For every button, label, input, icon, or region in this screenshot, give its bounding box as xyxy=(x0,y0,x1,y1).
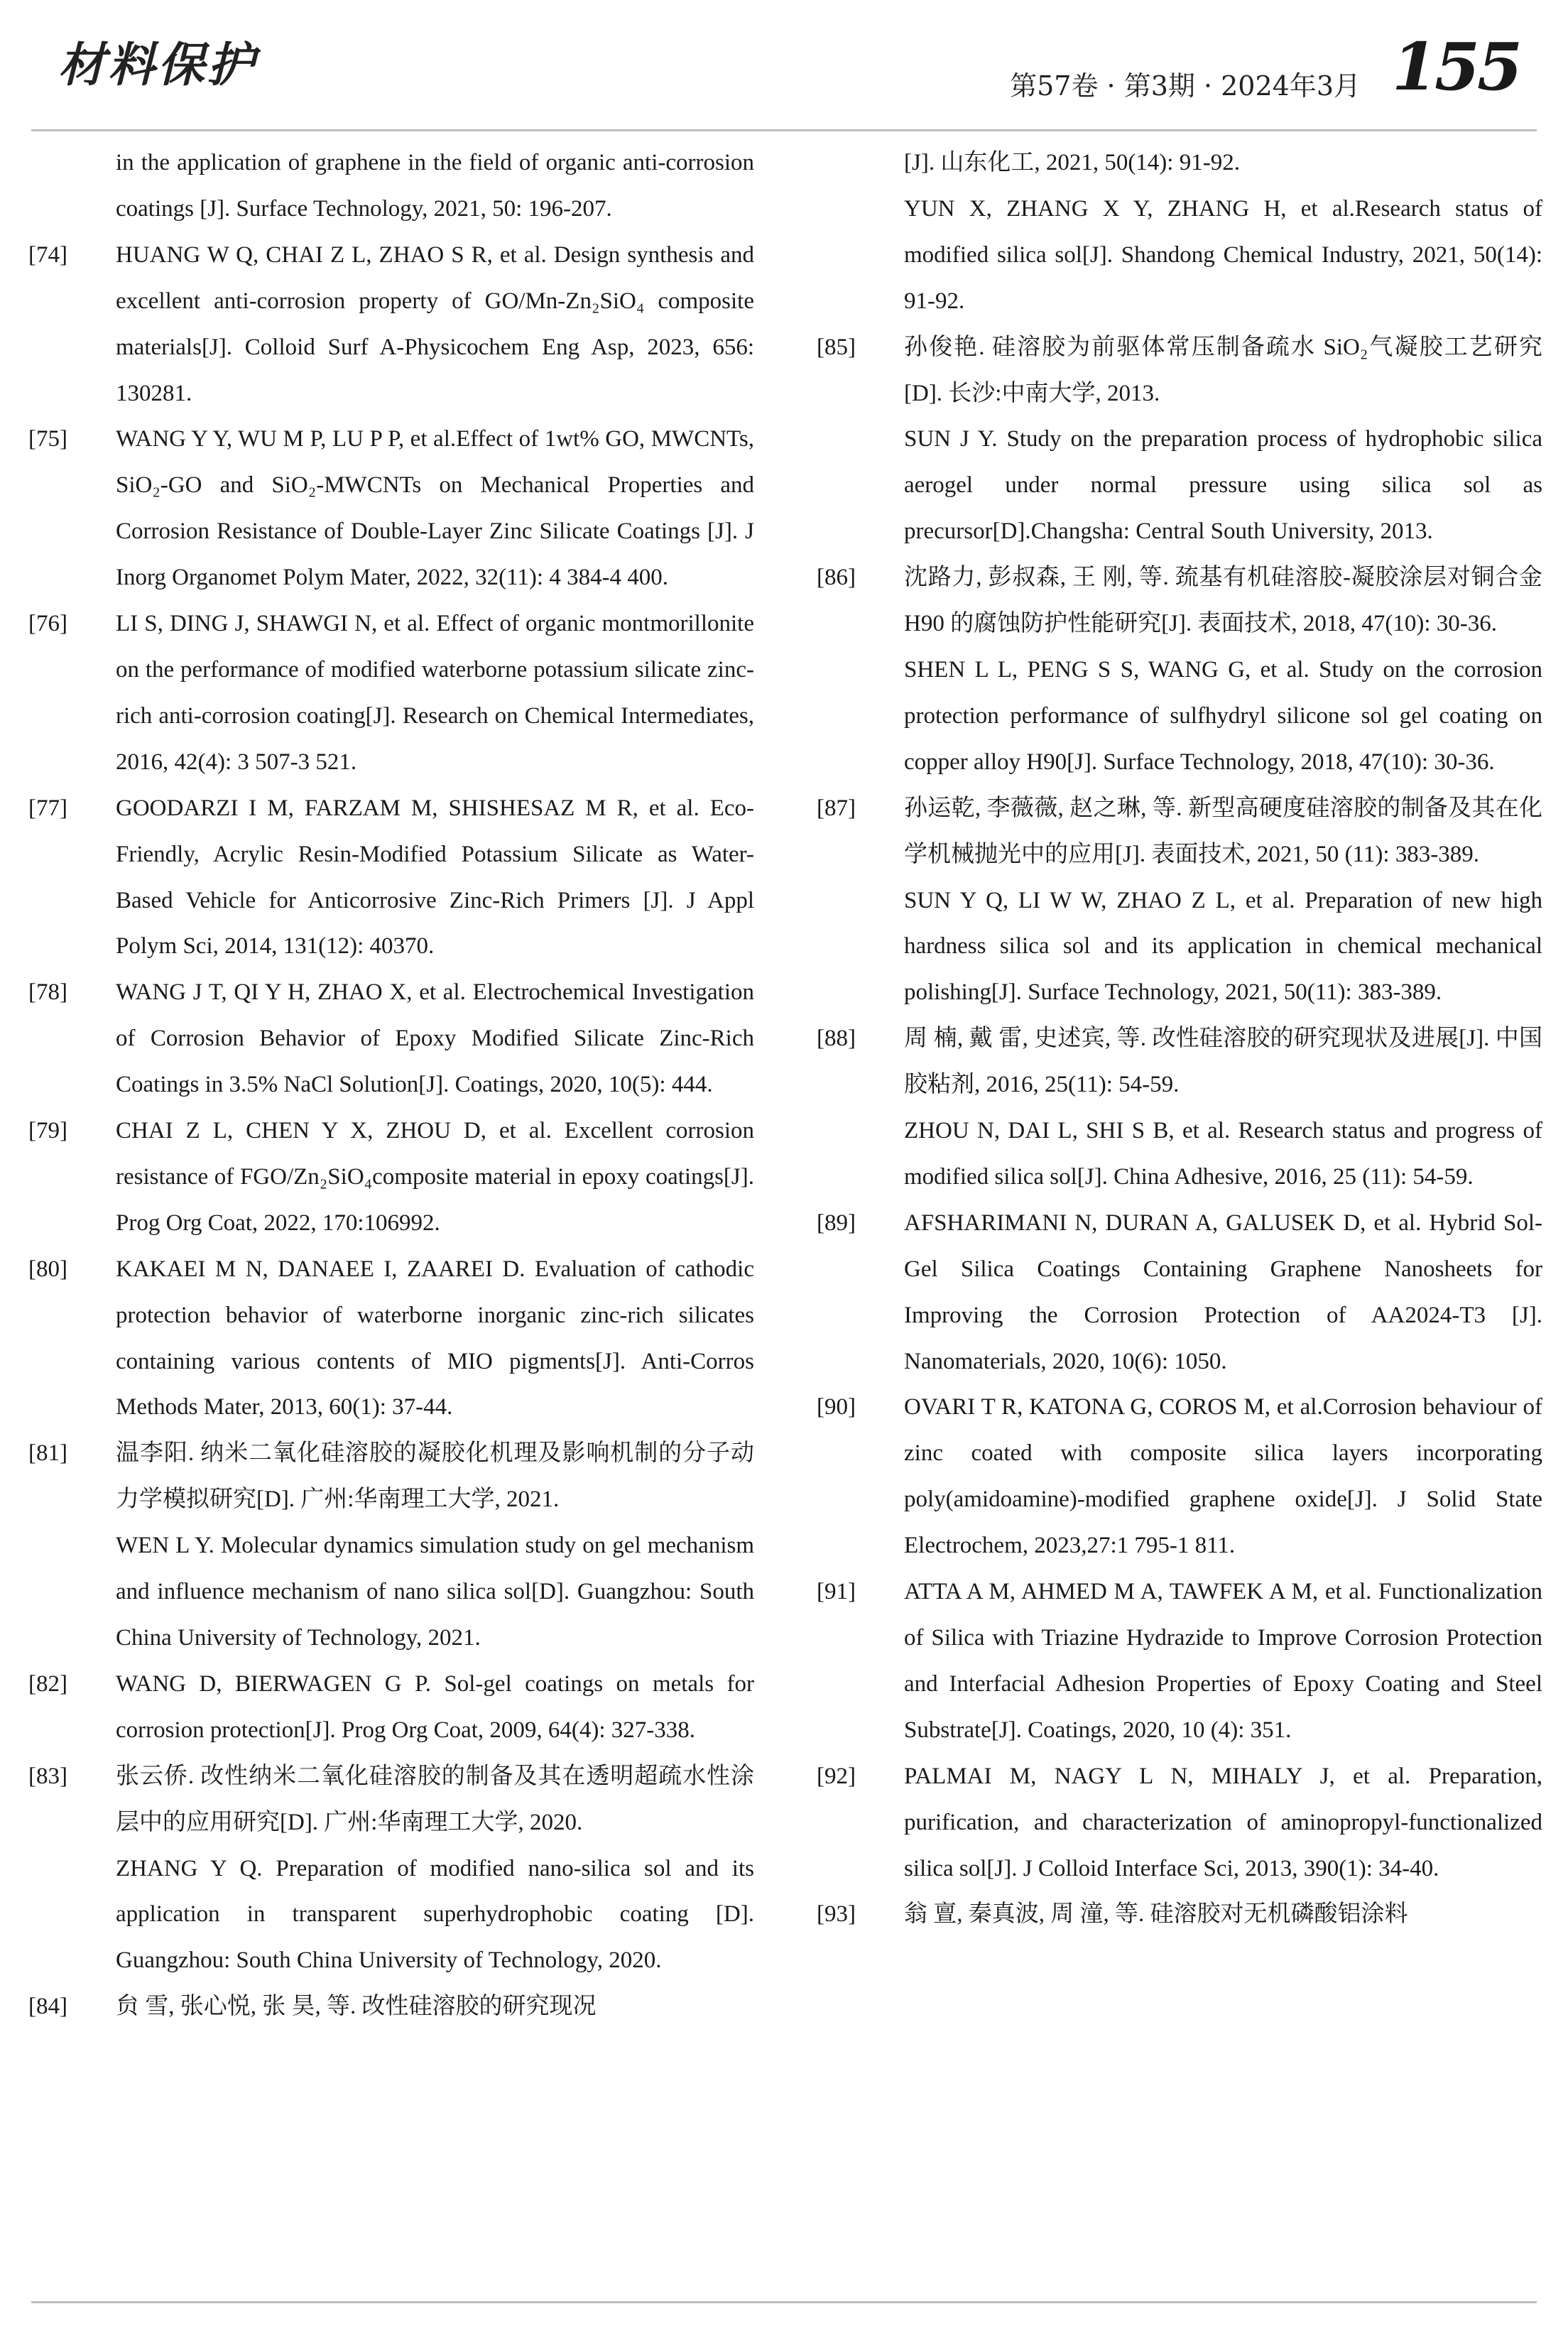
reference-number: [74] xyxy=(28,241,67,268)
reference-text xyxy=(116,1246,754,1431)
reference-item xyxy=(28,1108,754,1246)
reference-paragraph: ATTA A M, AHMED M A, TAWFEK A M, et al. Functionalization of Silica with Triazine Hydrazide to Improve Corrosion Protection and Interfacial Adhesion Properties of Epoxy Coating and Steel Substrate[J]. Coatings, 2020, 10 (4): 351. xyxy=(904,1579,1542,1743)
reference-item xyxy=(28,1661,754,1754)
reference-number: [82] xyxy=(28,1670,67,1697)
reference-paragraph: ZHOU N, DAI L, SHI S B, et al. Research status and progress of modified silica sol[J]. China Adhesive, 2016, 25 (11): 54-59. xyxy=(904,1118,1542,1190)
reference-text xyxy=(116,1108,754,1246)
reference-item xyxy=(28,232,754,417)
issue-info: 第57卷 · 第3期 · 2024年3月 xyxy=(1010,70,1361,102)
reference-number: [93] xyxy=(817,1901,856,1928)
reference-paragraph: in the application of graphene in the field of organic anti-corrosion coatings [J]. Surface Technology, 2021, 50: 196-207. xyxy=(116,150,754,222)
reference-item xyxy=(28,601,754,786)
reference-text xyxy=(116,1430,754,1661)
reference-paragraph: PALMAI M, NAGY L N, MIHALY J, et al. Preparation, purification, and characterization of aminopropyl-functionalized silica sol[J]. J Colloid Interface Sci, 2013, 390(1): 34-40. xyxy=(904,1763,1542,1881)
reference-paragraph: AFSHARIMANI N, DURAN A, GALUSEK D, et al. Hybrid Sol-Gel Silica Coatings Containing Graphene Nanosheets for Improving the Corrosion Protection of AA2024-T3 [J]. Nanomaterials, 2020, 10(6): 1050. xyxy=(904,1210,1542,1374)
reference-number: [79] xyxy=(28,1118,67,1144)
reference-text xyxy=(116,416,754,601)
reference-item xyxy=(817,555,1542,786)
reference-number: [91] xyxy=(817,1579,856,1605)
reference-number: [78] xyxy=(28,979,67,1006)
reference-paragraph: YUN X, ZHANG X Y, ZHANG H, et al.Research status of modified silica sol[J]. Shandong Chemical Industry, 2021, 50(14): 91-92. xyxy=(904,195,1542,314)
reference-text xyxy=(116,601,754,786)
reference-text xyxy=(116,1661,754,1754)
reference-item xyxy=(28,1984,754,2030)
reference-number: [76] xyxy=(28,611,67,637)
reference-text xyxy=(904,555,1542,786)
reference-item xyxy=(817,1016,1542,1200)
reference-paragraph: 周 楠, 戴 雷, 史述宾, 等. 改性硅溶胶的研究现状及进展[J]. 中国胶粘剂, 2016, 25(11): 54-59. xyxy=(904,1026,1542,1098)
reference-item xyxy=(817,325,1542,555)
reference-paragraph: KAKAEI M N, DANAEE I, ZAAREI D. Evaluation of cathodic protection behavior of waterborne inorganic zinc-rich silicates containing various contents of MIO pigments[J]. Anti-Corros Methods Mater, 2013, 60(1): 37-44. xyxy=(116,1256,754,1420)
page-number: 155 xyxy=(1391,28,1520,105)
reference-item xyxy=(817,1891,1542,1938)
reference-paragraph: CHAI Z L, CHEN Y X, ZHOU D, et al. Excellent corrosion resistance of FGO/Zn₂SiO₄composite material in epoxy coatings[J]. Prog Org Coat, 2022, 170:106992. xyxy=(116,1118,754,1236)
reference-number: [75] xyxy=(28,426,67,452)
reference-paragraph: 温李阳. 纳米二氧化硅溶胶的凝胶化机理及影响机制的分子动力学模拟研究[D]. 广州:华南理工大学, 2021. xyxy=(116,1440,754,1513)
reference-paragraph: 沈路力, 彭叔森, 王 刚, 等. 巯基有机硅溶胶-凝胶涂层对铜合金 H90 的腐蚀防护性能研究[J]. 表面技术, 2018, 47(10): 30-36. xyxy=(904,565,1542,637)
reference-item xyxy=(28,416,754,601)
reference-paragraph: WANG Y Y, WU M P, LU P P, et al.Effect of 1wt% GO, MWCNTs, SiO₂-GO and SiO₂-MWCNTs on Mechanical Properties and Corrosion Resistance of Double-Layer Zinc Silicate Coatings [J]. J Inorg Organomet Polym Mater, 2022, 32(11): 4 384-4 400. xyxy=(116,426,754,591)
reference-item xyxy=(817,1754,1542,1892)
reference-paragraph: 孙俊艳. 硅溶胶为前驱体常压制备疏水 SiO₂气凝胶工艺研究[D]. 长沙:中南大学, 2013. xyxy=(904,334,1542,406)
reference-text xyxy=(116,232,754,417)
reference-paragraph: 翁 亶, 秦真波, 周 潼, 等. 硅溶胶对无机磷酸铝涂料 xyxy=(904,1901,1408,1928)
reference-item xyxy=(817,140,1542,325)
reference-item xyxy=(28,969,754,1108)
reference-item xyxy=(28,1246,754,1431)
reference-paragraph: WEN L Y. Molecular dynamics simulation study on gel mechanism and influence mechanism of nano silica sol[D]. Guangzhou: South China University of Technology, 2021. xyxy=(116,1533,754,1651)
reference-paragraph: SUN J Y. Study on the preparation process of hydrophobic silica aerogel under normal pressure using silica sol as precursor[D].Changsha: Central South University, 2013. xyxy=(904,426,1542,545)
reference-text xyxy=(116,1984,754,2030)
reference-number: [83] xyxy=(28,1763,67,1789)
reference-item xyxy=(28,1754,754,1984)
reference-text xyxy=(116,969,754,1108)
reference-paragraph: SUN Y Q, LI W W, ZHAO Z L, et al. Preparation of new high hardness silica sol and its application in chemical mechanical polishing[J]. Surface Technology, 2021, 50(11): 383-389. xyxy=(904,887,1542,1006)
reference-number: [85] xyxy=(817,334,856,360)
reference-text xyxy=(116,1754,754,1984)
reference-item xyxy=(817,1569,1542,1754)
reference-number: [84] xyxy=(28,1994,67,2020)
reference-text xyxy=(116,140,754,232)
reference-text xyxy=(904,140,1542,325)
reference-number: [88] xyxy=(817,1026,856,1052)
reference-text xyxy=(904,1384,1542,1569)
reference-item xyxy=(817,1384,1542,1569)
reference-item xyxy=(28,1430,754,1661)
reference-text xyxy=(904,1754,1542,1892)
right-column xyxy=(817,140,1542,1938)
reference-paragraph: GOODARZI I M, FARZAM M, SHISHESAZ M R, et al. Eco-Friendly, Acrylic Resin-Modified Potassium Silicate as Water-Based Vehicle for Anticorrosive Zinc-Rich Primers [J]. J Appl Polym Sci, 2014, 131(12): 40370. xyxy=(116,795,754,960)
reference-paragraph: SHEN L L, PENG S S, WANG G, et al. Study on the corrosion protection performance of sulfhydryl silicone sol gel coating on copper alloy H90[J]. Surface Technology, 2018, 47(10): 30-36. xyxy=(904,656,1542,775)
reference-paragraph: 贠 雪, 张心悦, 张 昊, 等. 改性硅溶胶的研究现况 xyxy=(116,1994,597,2020)
reference-number: [77] xyxy=(28,795,67,821)
header-rule xyxy=(31,129,1537,131)
footer-rule xyxy=(31,2301,1537,2303)
journal-logo: 材料保护 xyxy=(58,37,257,92)
reference-text xyxy=(904,1200,1542,1385)
reference-text xyxy=(904,1891,1542,1938)
reference-text xyxy=(904,325,1542,555)
reference-item xyxy=(28,786,754,970)
reference-item xyxy=(817,1200,1542,1385)
reference-number: [89] xyxy=(817,1210,856,1236)
reference-text xyxy=(904,1569,1542,1754)
reference-number: [87] xyxy=(817,795,856,821)
reference-paragraph: [J]. 山东化工, 2021, 50(14): 91-92. xyxy=(904,150,1240,175)
reference-paragraph: HUANG W Q, CHAI Z L, ZHAO S R, et al. Design synthesis and excellent anti-corrosion property of GO/Mn-Zn₂SiO₄ composite materials[J]. Colloid Surf A-Physicochem Eng Asp, 2023, 656: 130281. xyxy=(116,241,754,406)
reference-paragraph: WANG D, BIERWAGEN G P. Sol-gel coatings on metals for corrosion protection[J]. Prog Org Coat, 2009, 64(4): 327-338. xyxy=(116,1670,754,1743)
reference-paragraph: WANG J T, QI Y H, ZHAO X, et al. Electrochemical Investigation of Corrosion Behavior of Epoxy Modified Silicate Zinc-Rich Coatings in 3.5% NaCl Solution[J]. Coatings, 2020, 10(5): 444. xyxy=(116,979,754,1098)
reference-paragraph: 张云侨. 改性纳米二氧化硅溶胶的制备及其在透明超疏水性涂层中的应用研究[D]. 广州:华南理工大学, 2020. xyxy=(116,1763,754,1835)
reference-paragraph: OVARI T R, KATONA G, COROS M, et al.Corrosion behaviour of zinc coated with composite silica layers incorporating poly(amidoamine)-modified graphene oxide[J]. J Solid State Electrochem, 2023,27:1 795-1 811. xyxy=(904,1394,1542,1559)
reference-number: [86] xyxy=(817,565,856,591)
reference-paragraph: ZHANG Y Q. Preparation of modified nano-silica sol and its application in transparent superhydrophobic coating [D]. Guangzhou: South China University of Technology, 2020. xyxy=(116,1855,754,1974)
reference-number: [90] xyxy=(817,1394,856,1420)
reference-number: [92] xyxy=(817,1763,856,1789)
reference-item xyxy=(28,140,754,232)
reference-item xyxy=(817,786,1542,1016)
reference-text xyxy=(904,786,1542,1016)
left-column xyxy=(28,140,754,2030)
reference-number: [81] xyxy=(28,1440,67,1467)
reference-number: [80] xyxy=(28,1256,67,1282)
reference-paragraph: LI S, DING J, SHAWGI N, et al. Effect of organic montmorillonite on the performance of modified waterborne potassium silicate zinc-rich anti-corrosion coating[J]. Research on Chemical Intermediates, 2016, 42(4): 3 507-3 521. xyxy=(116,611,754,775)
reference-text xyxy=(904,1016,1542,1200)
reference-paragraph: 孙运乾, 李薇薇, 赵之琳, 等. 新型高硬度硅溶胶的制备及其在化学机械抛光中的应用[J]. 表面技术, 2021, 50 (11): 383-389. xyxy=(904,795,1542,867)
reference-text xyxy=(116,786,754,970)
